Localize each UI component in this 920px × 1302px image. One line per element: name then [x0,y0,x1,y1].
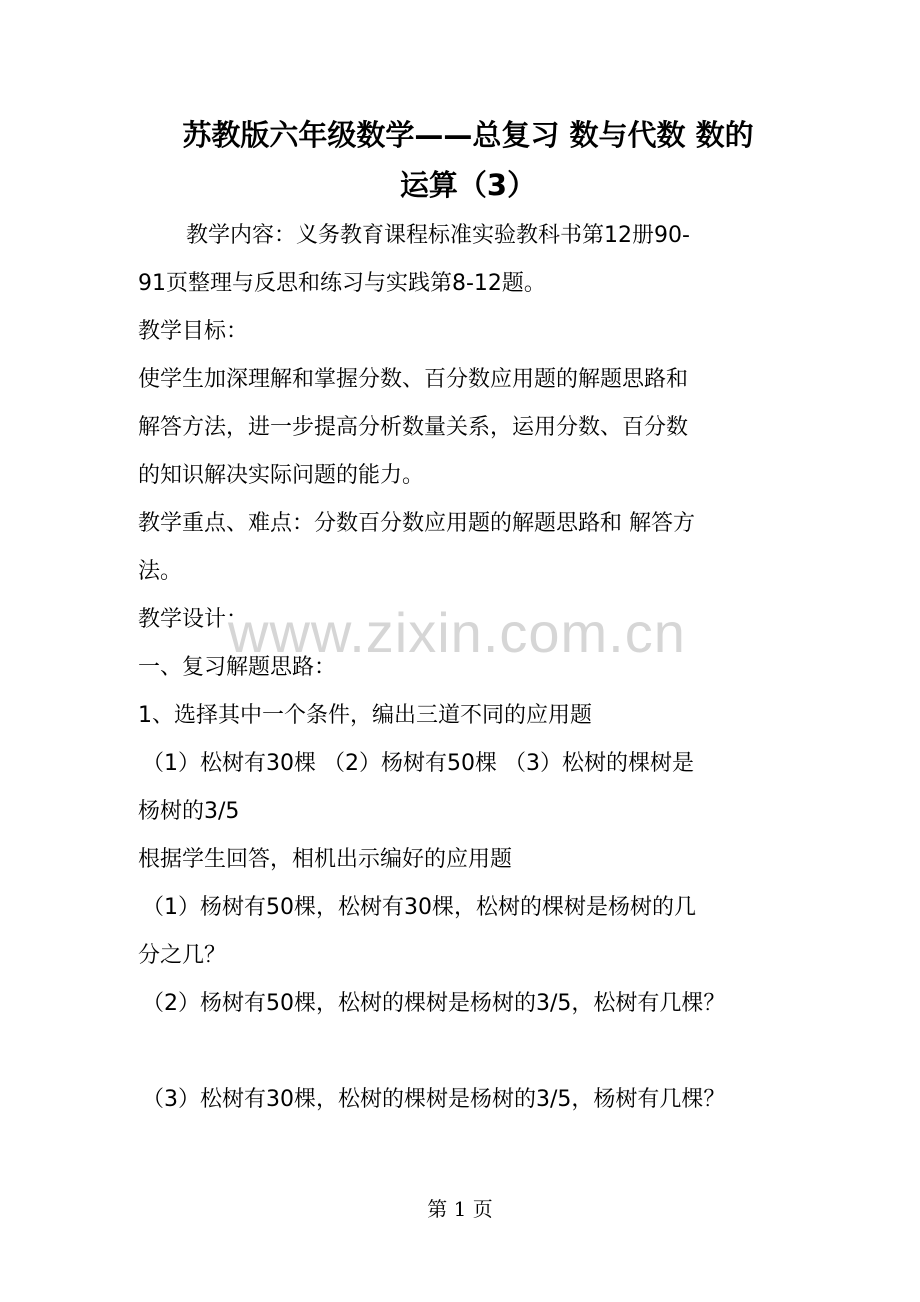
content-line: 使学生加深理解和掌握分数、百分数应用题的解题思路和 [138,367,689,392]
section-heading-review: 一、复习解题思路： [138,655,337,680]
section-heading-design: 教学设计： [138,607,249,632]
document-title-line-1: 苏教版六年级数学——总复习 数与代数 数的 [182,118,754,152]
content-line: 杨树的3/5 [138,799,240,824]
content-line: 教学重点、难点：分数百分数应用题的解题思路和 解答方 [138,511,695,536]
content-line: 1、选择其中一个条件，编出三道不同的应用题 [138,703,592,728]
content-line: 分之几？ [138,943,227,968]
content-line: （1）松树有30棵 （2）杨树有50棵 （3）松树的棵树是 [142,751,694,776]
content-line: 根据学生回答，相机出示编好的应用题 [138,847,513,872]
content-line: （3）松树有30棵，松树的棵树是杨树的3/5，杨树有几棵？ [142,1087,726,1112]
document-title-line-2: 运算（3） [399,168,537,202]
content-line: 解答方法，进一步提高分析数量关系，运用分数、百分数 [138,415,689,440]
watermark: www.zixin.com.cn [228,601,686,664]
content-line: 91页整理与反思和练习与实践第8-12题。 [138,271,546,296]
content-line: （2）杨树有50棵，松树的棵树是杨树的3/5，松树有几棵？ [142,991,726,1016]
content-line: （1）杨树有50棵，松树有30棵，松树的棵树是杨树的几 [142,895,696,920]
page-number: 第 1 页 [427,1197,493,1221]
content-line: 法。 [138,559,183,584]
content-line: 教学内容：义务教育课程标准实验教科书第12册90- [186,223,690,248]
content-line: 的知识解决实际问题的能力。 [138,463,425,488]
section-heading-objectives: 教学目标： [138,319,249,344]
